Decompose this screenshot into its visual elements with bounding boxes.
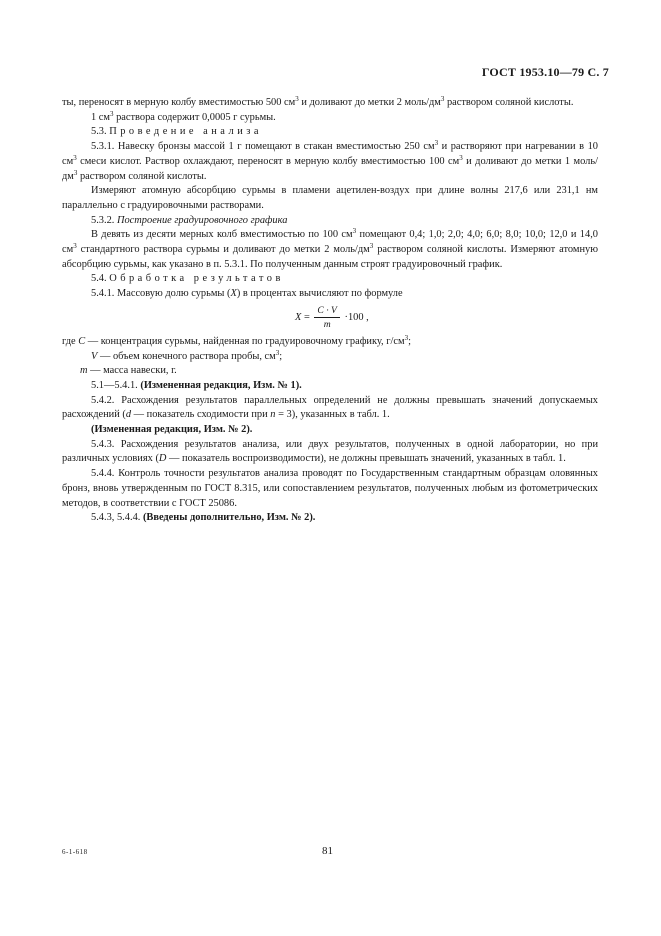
edition-note-1: 5.1—5.4.1. (Измененная редакция, Изм. № 1). xyxy=(91,379,302,391)
paragraph-5-3-2: В девять из десяти мерных колб вместимостью по 100 $см^3$ помещают 0,4; 1,0; 2,0; 4,0; 6,0; 8,0; 10,0; 12,0 и 14,0 $см^3$ стандартного раствора сурьмы и доливают до метки 2 моль/$дм^3$ раствором соляной кислоты. Измеряют атомную абсорбцию сурьмы, как указано в п. 5.3.1. По полученным данным строят градуировочный график. xyxy=(62,227,598,270)
section-heading-5-3: 5.3. Проведение анализа xyxy=(91,126,262,138)
page-header: ГОСТ 1953.10—79 С. 7 xyxy=(481,65,609,79)
paragraph-5-4-3: 5.4.3. Расхождения результатов анализа, или двух результатов, полученных в одной лаборатории, но при различных условиях (D — показатель воспроизводимости), не должны превышать значений, указанных в табл. 1. xyxy=(62,438,598,465)
edition-note-2: (Измененная редакция, Изм. № 2). xyxy=(91,424,253,436)
formula-x: X xyxy=(295,311,302,323)
paragraph-5-4-2: 5.4.2. Расхождения результатов параллельных определений не должны превышать значений допускаемых расхождений (d — показатель сходимости при n = 3), указанных в табл. 1. xyxy=(62,394,598,421)
paragraph-5-4-1: 5.4.1. Массовую долю сурьмы (X) в процентах вычисляют по формуле xyxy=(91,288,403,300)
legend-m: m — масса навески, г. xyxy=(80,365,177,377)
formula-fraction xyxy=(314,304,339,331)
section-heading-5-3-2: 5.3.2. Построение градуировочного графика xyxy=(91,214,288,226)
paragraph-5-3-1: 5.3.1. Навеску бронзы массой 1 г помещают в стакан вместимостью 250 $см^3$ и растворяют при нагревании в 10 $см^3$ смеси кислот. Раствор охлаждают, переносят в мерную колбу вместимостью 100 $см^3$ и доливают до метки 1 моль/$дм^3$ раствором соляной кислоты. xyxy=(62,139,598,182)
legend-v: V — объем конечного раствора пробы, $см^3$; xyxy=(91,348,283,362)
formula: X = $\frac{C \cdot V}{m}$ ·100 , xyxy=(295,304,369,330)
section-heading-5-4: 5.4. Обработка результатов xyxy=(91,273,284,285)
document-body xyxy=(62,96,598,526)
paragraph-measurement: Измеряют атомную абсорбцию сурьмы в пламени ацетилен-воздух при длине волны 217,6 или 231,1 нм параллельно с градуировочными растворами. xyxy=(62,185,598,211)
page-number: 81 xyxy=(322,845,333,857)
print-code: 6-1-618 xyxy=(62,848,88,856)
formula-multiplier: ·100 , xyxy=(341,311,369,323)
paragraph-solution-content: 1 $см^3$ раствора содержит 0,0005 г сурьмы. xyxy=(91,109,276,123)
legend-c: где C — концентрация сурьмы, найденная по градуировочному графику, $г/см^3$; xyxy=(62,333,411,347)
paragraph-5-4-4: 5.4.4. Контроль точности результатов анализа проводят по Государственным стандартным образцам оловянных бронз, вновь утвержденным по ГОСТ 8.315, или сопоставлением результатов, полученных любым из фотометрических методов, в соответствии с ГОСТ 25086. xyxy=(62,468,598,509)
edition-note-3: 5.4.3, 5.4.4. (Введены дополнительно, Изм. № 2). xyxy=(91,512,316,524)
formula-numerator: C · V xyxy=(314,304,339,318)
paragraph-continuation: ты, переносят в мерную колбу вместимостью 500 $см^3$ и доливают до метки 2 моль/$дм^3$ раствором соляной кислоты. xyxy=(62,95,574,108)
formula-denominator: m xyxy=(323,318,331,330)
